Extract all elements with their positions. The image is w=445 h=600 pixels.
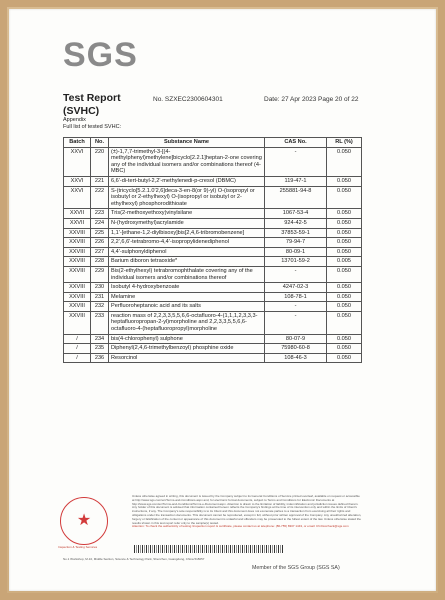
svhc-table [63,137,362,363]
substance-cell: 6,6'-di-tert-butyl-2,2'-methylenedi-p-cresol (DBMC) [109,176,265,186]
batch-cell: XXVI [64,186,91,209]
header-no: No. [91,138,109,148]
table-row [64,266,362,282]
number-cell: 220 [91,147,109,176]
rl-cell: 0.050 [327,344,362,354]
table-row [64,353,362,363]
footer-disclaimer [132,495,362,529]
batch-cell: XXVIII [64,228,91,238]
cas-cell: 79-94-7 [265,238,327,248]
substance-cell: reaction mass of 2,2,3,3,5,5,6,6-octafluoro-4-(1,1,1,2,3,3,3-heptafluoropropan-2-yl)morpholine and 2,2,3,3,5,5,6,6-octafluoro-4-(heptafluoropropyl)morpholine [109,311,265,334]
report-date: Date: 27 Apr 2023 [264,96,317,103]
rl-cell: 0.050 [327,311,362,334]
cas-cell: - [265,266,327,282]
authenticity-notice: Attention: To check the authenticity of testing /inspection report & certificate, please contact us at telephone: (86-755) 8307 1443, or email: CN.Doccheck@sgs.com [132,524,349,529]
number-cell: 223 [91,209,109,219]
cas-cell: - [265,302,327,312]
rl-cell: 0.050 [327,176,362,186]
appendix-label: Appendix [63,117,86,123]
batch-cell: XXVI [64,147,91,176]
table-row [64,334,362,344]
number-cell: 228 [91,257,109,267]
table-row [64,228,362,238]
number-cell: 226 [91,238,109,248]
number-cell: 221 [91,176,109,186]
batch-cell: / [64,353,91,363]
header-substance: Substance Name [109,138,265,148]
table-row [64,302,362,312]
substance-cell: Isobutyl 4-hydroxybenzoate [109,283,265,293]
number-cell: 222 [91,186,109,209]
number-cell: 227 [91,247,109,257]
table-header-row [64,138,362,148]
company-address: No.1 Workshop, M-10, Middle Section, Science & Technology Park, Shenzhen, Guangdong, China 518057 [63,557,205,561]
header-rl: RL (%) [327,138,362,148]
table-row [64,344,362,354]
number-cell: 230 [91,283,109,293]
report-title [63,92,121,118]
substance-cell: N-(hydroxymethyl)acrylamide [109,218,265,228]
rl-cell: 0.050 [327,302,362,312]
page-number: Page 20 of 22 [318,96,359,103]
batch-cell: / [64,344,91,354]
substance-cell: Resorcinol [109,353,265,363]
substance-cell: Tris(2-methoxyethoxy)vinylsilane [109,209,265,219]
table-row [64,186,362,209]
table-row [64,218,362,228]
batch-cell: / [64,334,91,344]
rl-cell: 0.050 [327,283,362,293]
rl-cell: 0.050 [327,209,362,219]
table-row [64,238,362,248]
header-cas: CAS No. [265,138,327,148]
batch-cell: XXVII [64,218,91,228]
number-cell: 229 [91,266,109,282]
number-cell: 233 [91,311,109,334]
substance-cell: Perfluoroheptanoic acid and its salts [109,302,265,312]
header-batch: Batch [64,138,91,148]
batch-cell: XXVII [64,209,91,219]
sgs-logo: SGS [63,36,138,74]
cas-cell: 13701-59-2 [265,257,327,267]
batch-cell: XXVIII [64,292,91,302]
cas-cell: 255881-94-8 [265,186,327,209]
table-row [64,311,362,334]
rl-cell: 0.050 [327,334,362,344]
batch-cell: XXVI [64,176,91,186]
number-cell: 234 [91,334,109,344]
rl-cell: 0.050 [327,353,362,363]
table-row [64,283,362,293]
cas-cell: - [265,147,327,176]
table-row [64,176,362,186]
rl-cell: 0.005 [327,257,362,267]
cas-cell: 108-46-3 [265,353,327,363]
cas-cell: 37853-59-1 [265,228,327,238]
batch-cell: XXVIII [64,238,91,248]
cas-cell: 108-78-1 [265,292,327,302]
barcode [134,545,284,553]
table-row [64,292,362,302]
substance-cell: S-(tricyclo[5.2.1.0'2,6]deca-3-en-8(or 9)-yl) O-(isopropyl or isobutyl or 2-ethylhexyl) O-(isopropyl or isobutyl or 2-ethylhexyl) phosphorodithioate [109,186,265,209]
sgs-member-note: Member of the SGS Group (SGS SA) [252,565,340,571]
table-row [64,209,362,219]
substance-cell: 4,4'-sulphonyldiphenol [109,247,265,257]
rl-cell: 0.050 [327,228,362,238]
cas-cell: 75980-60-8 [265,344,327,354]
number-cell: 224 [91,218,109,228]
substance-cell: Diphenyl(2,4,6-trimethylbenzoyl) phosphine oxide [109,344,265,354]
cas-cell: 80-09-1 [265,247,327,257]
substance-cell: Bis(2-ethylhexyl) tetrabromophthalate covering any of the individual isomers and/or combinations thereof [109,266,265,282]
substance-cell: Melamine [109,292,265,302]
number-cell: 231 [91,292,109,302]
rl-cell: 0.050 [327,218,362,228]
cas-cell: 1067-53-4 [265,209,327,219]
star-icon: ★ [76,512,92,529]
cas-cell: 119-47-1 [265,176,327,186]
table-row [64,257,362,267]
svhc-list-title: Full list of tested SVHC: [63,124,122,130]
substance-cell: Barium diboron tetraoxide* [109,257,265,267]
disclaimer-text: Unless otherwise agreed in writing, this document is issued by the Company subject to its General Conditions of Service printed overleaf, available on request or accessible at http://www.sgs.com/en/Terms-and-Conditions.aspx and, for electronic format documents, subject to Terms and Conditions for Electronic Documents at http://www.sgs.com/en/Terms-and-Conditions/Terms-e-Document.aspx. Attention is drawn to the limitation of liability, indemnification and jurisdiction issues defined therein. Any holder of this document is advised that information contained hereon reflects the Company's findings at the time of its intervention only and within the limits of Client's instructions, if any. The Company's sole responsibility is to its Client and this document does not exonerate parties to a transaction from exercising all their rights and obligations under the transaction documents. This document cannot be reproduced, except in full, without prior written approval of the Company. Any unauthorized alteration, forgery or falsification of the content or appearance of this document is unlawful and offenders may be prosecuted to the fullest extent of the law. Unless otherwise stated the results shown in this test report refer only to the sample(s) tested. [132,494,362,525]
number-cell: 236 [91,353,109,363]
seal-caption: Inspection & Testing Services [58,545,98,549]
batch-cell: XXVIII [64,302,91,312]
table-row [64,247,362,257]
batch-cell: XXVIII [64,257,91,267]
substance-cell: (±)-1,7,7-trimethyl-3-[(4-methylphenyl)methylene]bicyclo[2.2.1]heptan-2-one covering any of the individual isomers and/or combinations thereof (4-MBC) [109,147,265,176]
rl-cell: 0.050 [327,247,362,257]
cas-cell: 924-42-5 [265,218,327,228]
rl-cell: 0.050 [327,147,362,176]
cas-cell: - [265,311,327,334]
number-cell: 232 [91,302,109,312]
batch-cell: XXVIII [64,283,91,293]
report-title-line2: (SVHC) [63,105,100,117]
rl-cell: 0.050 [327,186,362,209]
rl-cell: 0.050 [327,238,362,248]
inspection-seal [60,497,108,545]
batch-cell: XXVIII [64,266,91,282]
cas-cell: 4247-02-3 [265,283,327,293]
substance-cell: 1,1'-[ethane-1,2-diylbisoxy]bis[2,4,6-tribromobenzene] [109,228,265,238]
table-row [64,147,362,176]
substance-cell: bis(4-chlorophenyl) sulphone [109,334,265,344]
rl-cell: 0.050 [327,266,362,282]
number-cell: 235 [91,344,109,354]
report-number: No. SZXEC2300604301 [153,96,223,103]
batch-cell: XXVIII [64,311,91,334]
rl-cell: 0.050 [327,292,362,302]
appendix-heading [63,117,121,131]
cas-cell: 80-07-9 [265,334,327,344]
number-cell: 225 [91,228,109,238]
report-title-line1: Test Report [63,92,121,104]
batch-cell: XXVIII [64,247,91,257]
substance-cell: 2,2',6,6'-tetrabromo-4,4'-isopropylidenediphenol [109,238,265,248]
